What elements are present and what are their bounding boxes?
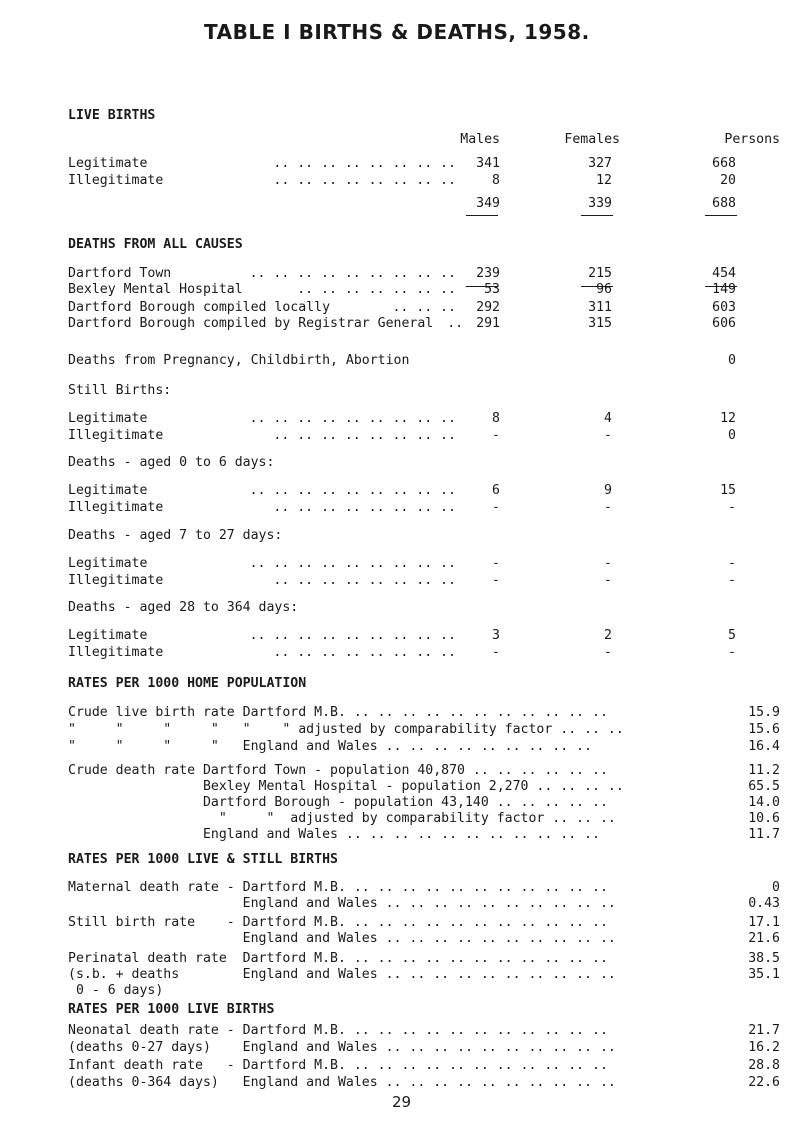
rates-live-still-line: 0 - 6 days) xyxy=(68,983,164,998)
leader-dots: .. .. .. .. .. .. .. .. xyxy=(273,500,456,515)
rates-live-still-line: (s.b. + deaths England and Wales .. .. .. .. .. .. .. .. .. .. xyxy=(68,967,616,982)
row-value-females: 2 xyxy=(604,628,612,643)
column-header-persons: Persons xyxy=(724,132,780,147)
rates-home-line: Dartford Borough - population 43,140 .. .. .. .. .. xyxy=(68,795,608,810)
row-label: Legitimate xyxy=(68,556,148,571)
rates-live-still-value: 21.6 xyxy=(748,931,780,946)
rates-home-value: 11.7 xyxy=(748,827,780,842)
row-value-females: 9 xyxy=(604,483,612,498)
row-value-males: 291 xyxy=(476,316,500,331)
live-births-heading: LIVE BIRTHS xyxy=(68,108,156,123)
row-value-males: 53 xyxy=(484,282,500,297)
row-label: Illegitimate xyxy=(68,573,164,588)
row-value-males: 6 xyxy=(492,483,500,498)
total-rule-males xyxy=(466,215,498,216)
rates-home-line: Crude death rate Dartford Town - population 40,870 .. .. .. .. .. .. xyxy=(68,763,608,778)
row-label: Dartford Borough compiled by Registrar General xyxy=(68,316,434,331)
row-value-males: 8 xyxy=(492,411,500,426)
rates-home-line: Bexley Mental Hospital - population 2,270 .. .. .. .. xyxy=(68,779,624,794)
row-value-males: 341 xyxy=(476,156,500,171)
row-label: Bexley Mental Hospital xyxy=(68,282,243,297)
row-value-persons: 454 xyxy=(712,266,736,281)
row-value-males: 239 xyxy=(476,266,500,281)
rates-live-still-value: 17.1 xyxy=(748,915,780,930)
rates-live-line: Infant death rate - Dartford M.B. .. .. .. .. .. .. .. .. .. .. .. xyxy=(68,1058,608,1073)
column-header-males: Males xyxy=(460,132,500,147)
total-rule-females xyxy=(581,215,613,216)
row-value-females: - xyxy=(604,428,612,443)
rates-live-line: (deaths 0-27 days) England and Wales .. .. .. .. .. .. .. .. .. .. xyxy=(68,1040,616,1055)
rates-home-line: " " " " England and Wales .. .. .. .. .. .. .. .. .. xyxy=(68,739,593,754)
row-value-persons: 149 xyxy=(712,282,736,297)
rates-home-value: 15.9 xyxy=(748,705,780,720)
row-label: Dartford Borough compiled locally xyxy=(68,300,331,315)
row-value-males: - xyxy=(492,428,500,443)
row-value-females: - xyxy=(604,500,612,515)
leader-dots: .. .. .. .. .. .. .. .. xyxy=(273,173,456,188)
row-value-males: - xyxy=(492,645,500,660)
row-value-males: 8 xyxy=(492,173,500,188)
row-value-females: 215 xyxy=(588,266,612,281)
rates-home-value: 10.6 xyxy=(748,811,780,826)
row-value-females: 4 xyxy=(604,411,612,426)
leader-dots: .. xyxy=(447,316,464,331)
row-value-females: 315 xyxy=(588,316,612,331)
rates-home-value: 14.0 xyxy=(748,795,780,810)
rates-live-still-value: 0 xyxy=(772,880,780,895)
row-value-females: 96 xyxy=(596,282,612,297)
row-value-females: - xyxy=(604,645,612,660)
row-value-females: - xyxy=(604,556,612,571)
total-males: 349 xyxy=(476,196,500,211)
row-value-persons: - xyxy=(728,500,736,515)
row-value-persons: - xyxy=(728,556,736,571)
leader-dots: .. .. .. .. .. .. .. .. .. xyxy=(249,483,456,498)
row-label: Legitimate xyxy=(68,483,148,498)
row-value-males: - xyxy=(492,573,500,588)
row-value-persons: 603 xyxy=(712,300,736,315)
row-label: Illegitimate xyxy=(68,428,164,443)
page-number: 29 xyxy=(392,1093,412,1111)
rates-live-still-value: 35.1 xyxy=(748,967,780,982)
group-heading: Deaths - aged 0 to 6 days: xyxy=(68,455,275,470)
row-value-persons: 606 xyxy=(712,316,736,331)
row-label: Dartford Town xyxy=(68,266,172,281)
leader-dots: .. .. .. .. .. .. .. .. xyxy=(273,156,456,171)
rates-live-still-value: 0.43 xyxy=(748,896,780,911)
rates-home-line: " " adjusted by comparability factor .. .. .. xyxy=(68,811,616,826)
page-title: TABLE I BIRTHS & DEATHS, 1958. xyxy=(204,20,590,44)
row-value-persons: - xyxy=(728,645,736,660)
rates-live-still-line: Still birth rate - Dartford M.B. .. .. .. .. .. .. .. .. .. .. .. xyxy=(68,915,608,930)
rates-live-still-line: Perinatal death rate Dartford M.B. .. .. .. .. .. .. .. .. .. .. .. xyxy=(68,951,608,966)
deaths-all-causes-heading: DEATHS FROM ALL CAUSES xyxy=(68,237,243,252)
row-label: Legitimate xyxy=(68,411,148,426)
rates-live-still-value: 38.5 xyxy=(748,951,780,966)
row-label: Legitimate xyxy=(68,628,148,643)
leader-dots: .. .. .. .. .. .. .. .. xyxy=(273,428,456,443)
leader-dots: .. .. .. xyxy=(392,300,456,315)
rates-home-line: Crude live birth rate Dartford M.B. .. .. .. .. .. .. .. .. .. .. .. xyxy=(68,705,608,720)
rates-live-still-line: England and Wales .. .. .. .. .. .. .. .. .. .. xyxy=(68,896,616,911)
rates-home-value: 15.6 xyxy=(748,722,780,737)
leader-dots: .. .. .. .. .. .. .. .. .. xyxy=(249,266,456,281)
rates-home-line: " " " " " " adjusted by comparability factor .. .. .. xyxy=(68,722,624,737)
leader-dots: .. .. .. .. .. .. .. xyxy=(297,282,456,297)
leader-dots: .. .. .. .. .. .. .. .. .. xyxy=(249,556,456,571)
row-label: Illegitimate xyxy=(68,173,164,188)
total-females: 339 xyxy=(588,196,612,211)
rates-home-value: 11.2 xyxy=(748,763,780,778)
row-value-persons: 15 xyxy=(720,483,736,498)
row-label: Illegitimate xyxy=(68,500,164,515)
leader-dots: .. .. .. .. .. .. .. .. .. xyxy=(249,411,456,426)
rates-live-value: 22.6 xyxy=(748,1075,780,1090)
row-label: Legitimate xyxy=(68,156,148,171)
rates-live-still-line: England and Wales .. .. .. .. .. .. .. .. .. .. xyxy=(68,931,616,946)
row-value-males: 292 xyxy=(476,300,500,315)
rates-live-value: 21.7 xyxy=(748,1023,780,1038)
group-heading: Still Births: xyxy=(68,383,172,398)
row-value-persons: 20 xyxy=(720,173,736,188)
row-label: Illegitimate xyxy=(68,645,164,660)
row-value-males: - xyxy=(492,500,500,515)
rates-live-value: 16.2 xyxy=(748,1040,780,1055)
leader-dots: .. .. .. .. .. .. .. .. .. xyxy=(249,628,456,643)
column-header-females: Females xyxy=(564,132,620,147)
rates-live-line: Neonatal death rate - Dartford M.B. .. .. .. .. .. .. .. .. .. .. .. xyxy=(68,1023,608,1038)
row-value-males: 3 xyxy=(492,628,500,643)
leader-dots: .. .. .. .. .. .. .. .. xyxy=(273,645,456,660)
total-rule-persons xyxy=(705,215,737,216)
row-value-persons: - xyxy=(728,573,736,588)
row-value-males: - xyxy=(492,556,500,571)
row-value-persons: 12 xyxy=(720,411,736,426)
row-value-persons: 0 xyxy=(728,428,736,443)
rates-live-still-line: Maternal death rate - Dartford M.B. .. .. .. .. .. .. .. .. .. .. .. xyxy=(68,880,608,895)
pregnancy-deaths-persons: 0 xyxy=(728,353,736,368)
group-heading: Deaths - aged 28 to 364 days: xyxy=(68,600,299,615)
row-value-females: 12 xyxy=(596,173,612,188)
rates-home-value: 65.5 xyxy=(748,779,780,794)
rates-live-value: 28.8 xyxy=(748,1058,780,1073)
total-persons: 688 xyxy=(712,196,736,211)
pregnancy-deaths-label: Deaths from Pregnancy, Childbirth, Abortion xyxy=(68,353,410,368)
rates-home-value: 16.4 xyxy=(748,739,780,754)
leader-dots: .. .. .. .. .. .. .. .. xyxy=(273,573,456,588)
row-value-females: 311 xyxy=(588,300,612,315)
row-value-females: - xyxy=(604,573,612,588)
rates-live-line: (deaths 0-364 days) England and Wales .. .. .. .. .. .. .. .. .. .. xyxy=(68,1075,616,1090)
rates-live-heading: RATES PER 1000 LIVE BIRTHS xyxy=(68,1002,275,1017)
row-value-females: 327 xyxy=(588,156,612,171)
rates-live-still-heading: RATES PER 1000 LIVE & STILL BIRTHS xyxy=(68,852,338,867)
rates-home-line: England and Wales .. .. .. .. .. .. .. .. .. .. .. xyxy=(68,827,600,842)
rates-home-heading: RATES PER 1000 HOME POPULATION xyxy=(68,676,307,691)
group-heading: Deaths - aged 7 to 27 days: xyxy=(68,528,283,543)
row-value-persons: 668 xyxy=(712,156,736,171)
row-value-persons: 5 xyxy=(728,628,736,643)
